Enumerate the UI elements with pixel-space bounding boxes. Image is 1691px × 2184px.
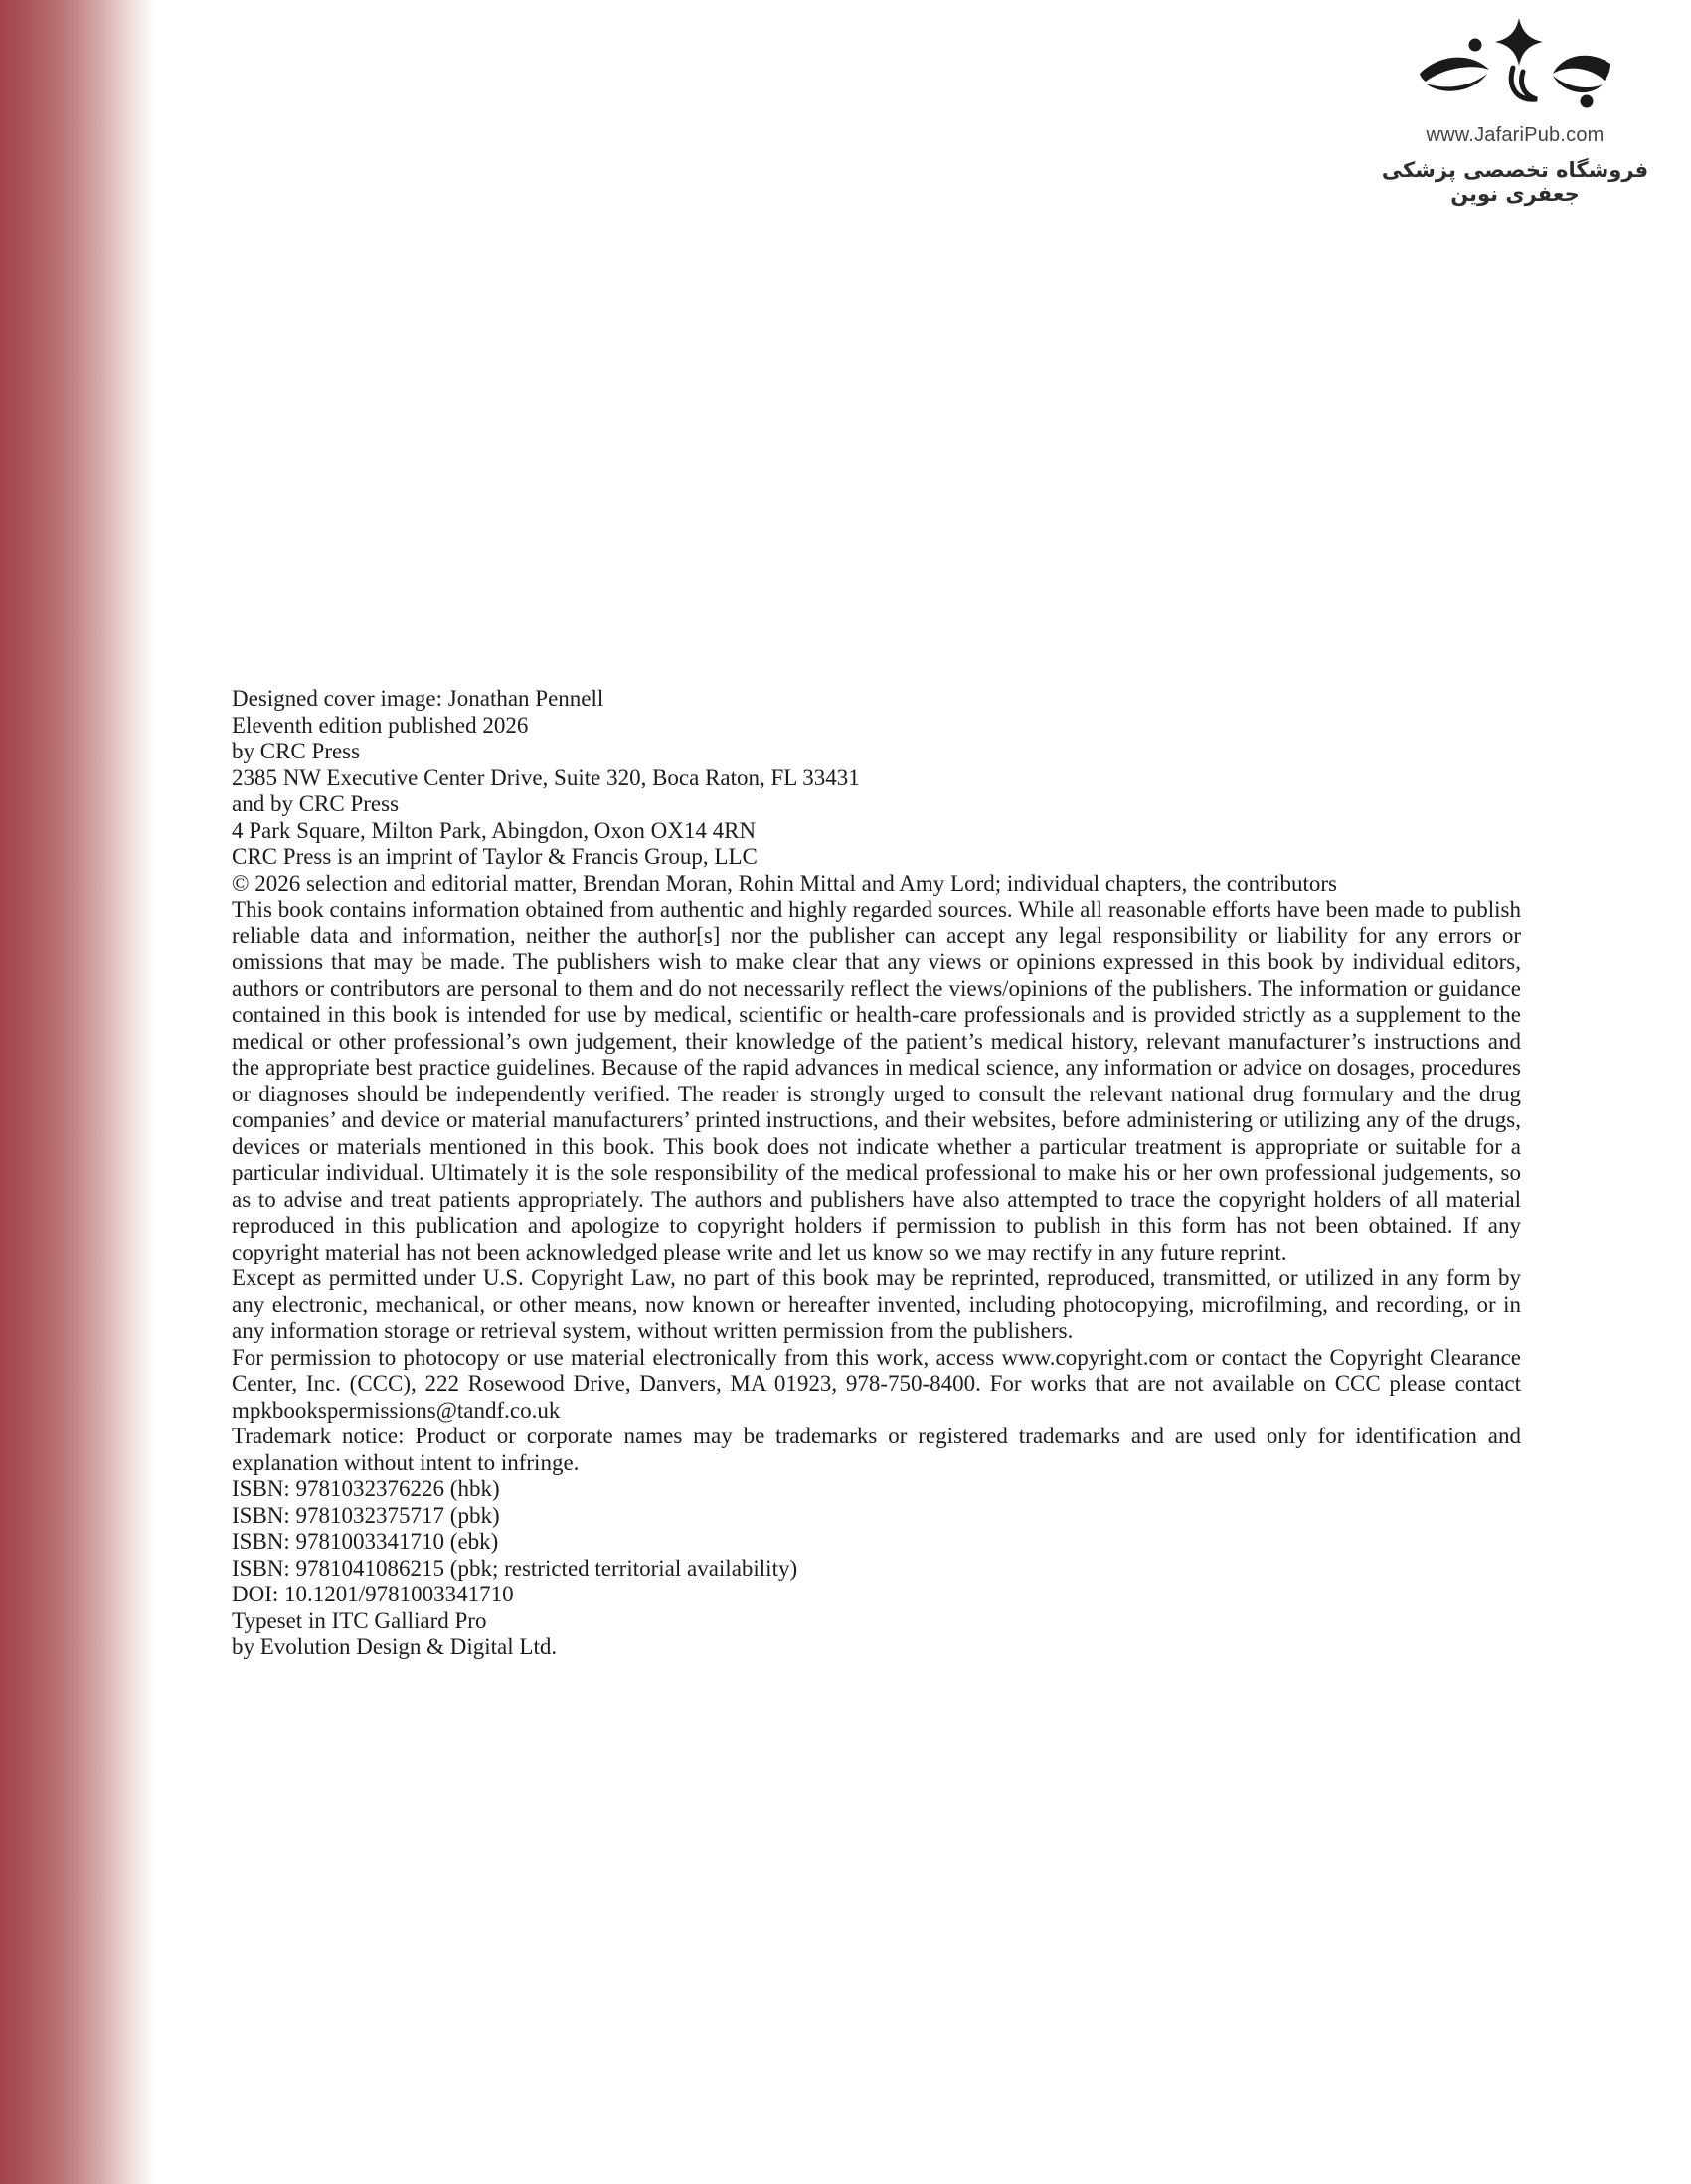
copyright-statement: © 2026 selection and editorial matter, Brendan Moran, Rohin Mittal and Amy Lord; individual chapters, the contributors (232, 870, 1338, 896)
uk-address-line: 4 Park Square, Milton Park, Abingdon, Oxon OX14 4RN (232, 817, 757, 843)
left-gradient-accent-bar (0, 0, 156, 2184)
cover-credit-line: Designed cover image: Jonathan Pennell (232, 686, 604, 711)
isbn-ebk-line: ISBN: 9781003341710 (ebk) (232, 1529, 499, 1554)
trademark-notice: Trademark notice: Product or corporate names may be trademarks or registered trademarks and are used only for identification and explanation without intent to infringe. (232, 1424, 1521, 1475)
us-address-line: 2385 NW Executive Center Drive, Suite 320, Boca Raton, FL 33431 (232, 764, 860, 790)
typesetter-line: by Evolution Design & Digital Ltd. (232, 1634, 558, 1659)
edition-us-address-block (232, 713, 1521, 792)
doi-line: DOI: 10.1201/9781003341710 (232, 1582, 514, 1606)
typeset-block (232, 1608, 1521, 1661)
isbn-restricted-line: ISBN: 9781041086215 (pbk; restricted territorial availability) (232, 1555, 798, 1581)
typeset-line: Typeset in ITC Galliard Pro (232, 1607, 487, 1633)
edition-line: Eleventh edition published 2026 (232, 712, 529, 738)
isbn-block (232, 1476, 1521, 1582)
logo-persian-caption: فروشگاه تخصصی پزشکی جعفری نوین (1381, 158, 1649, 206)
uk-address-block (232, 791, 1521, 844)
jafari-calligraphy-ornament-icon (1413, 16, 1617, 115)
logo-website-url: www.JafariPub.com (1426, 124, 1605, 146)
imprint-content (232, 686, 1521, 1661)
isbn-hbk-line: ISBN: 9781032376226 (hbk) (232, 1476, 500, 1501)
jafaripub-logo (1380, 16, 1650, 206)
permissions-notice: For permission to photocopy or use material electronically from this work, access www.copyright.com or contact the Copyright Clearance Center, Inc. (CCC), 222 Rosewood Drive, Danvers, MA 01923, 978-750-8400. For works that are not available on CCC please contact mpkbookspermissions@tandf.co.uk (232, 1344, 1521, 1423)
us-copyright-notice: Except as permitted under U.S. Copyright Law, no part of this book may be reprinted, reproduced, transmitted, or utilized in any form by any electronic, mechanical, or other means, now known or hereafter invented, including photocopying, microfilming, and recording, or in any information storage or retrieval system, without written permission from the publishers. (232, 1265, 1521, 1343)
imprint-statement: CRC Press is an imprint of Taylor & Francis Group, LLC (232, 844, 758, 869)
isbn-pbk-line: ISBN: 9781032375717 (pbk) (232, 1502, 500, 1528)
disclaimer-paragraph: This book contains information obtained from authentic and highly regarded sources. While all reasonable efforts have been made to publish reliable data and information, neither the author[s] nor the publisher can accept any legal responsibility or liability for any errors or omissions that may be made. The publishers wish to make clear that any views or opinions expressed in this book by individual editors, authors or contributors are personal to them and do not necessarily reflect the views/opinions of the publishers. The information or guidance contained in this book is intended for use by medical, scientific or health-care professionals and is provided strictly as a supplement to the medical or other professional’s own judgement, their knowledge of the patient’s medical history, relevant manufacturer’s instructions and the appropriate best practice guidelines. Because of the rapid advances in medical science, any information or advice on dosages, procedures or diagnoses should be independently verified. The reader is strongly urged to consult the relevant national drug formulary and the drug companies’ and device or material manufacturers’ printed instructions, and their websites, before administering or utilizing any of the drugs, devices or materials mentioned in this book. This book does not indicate whether a particular treatment is appropriate or suitable for a particular individual. Ultimately it is the sole responsibility of the medical professional to make his or her own professional judgements, so as to advise and treat patients appropriately. The authors and publishers have also attempted to trace the copyright holders of all material reproduced in this publication and apologize to copyright holders if permission to publish in this form has not been obtained. If any copyright material has not been acknowledged please write and let us know so we may rectify in any future reprint. (232, 897, 1521, 1264)
and-by-line: and by CRC Press (232, 791, 400, 816)
publisher-line: by CRC Press (232, 739, 361, 763)
